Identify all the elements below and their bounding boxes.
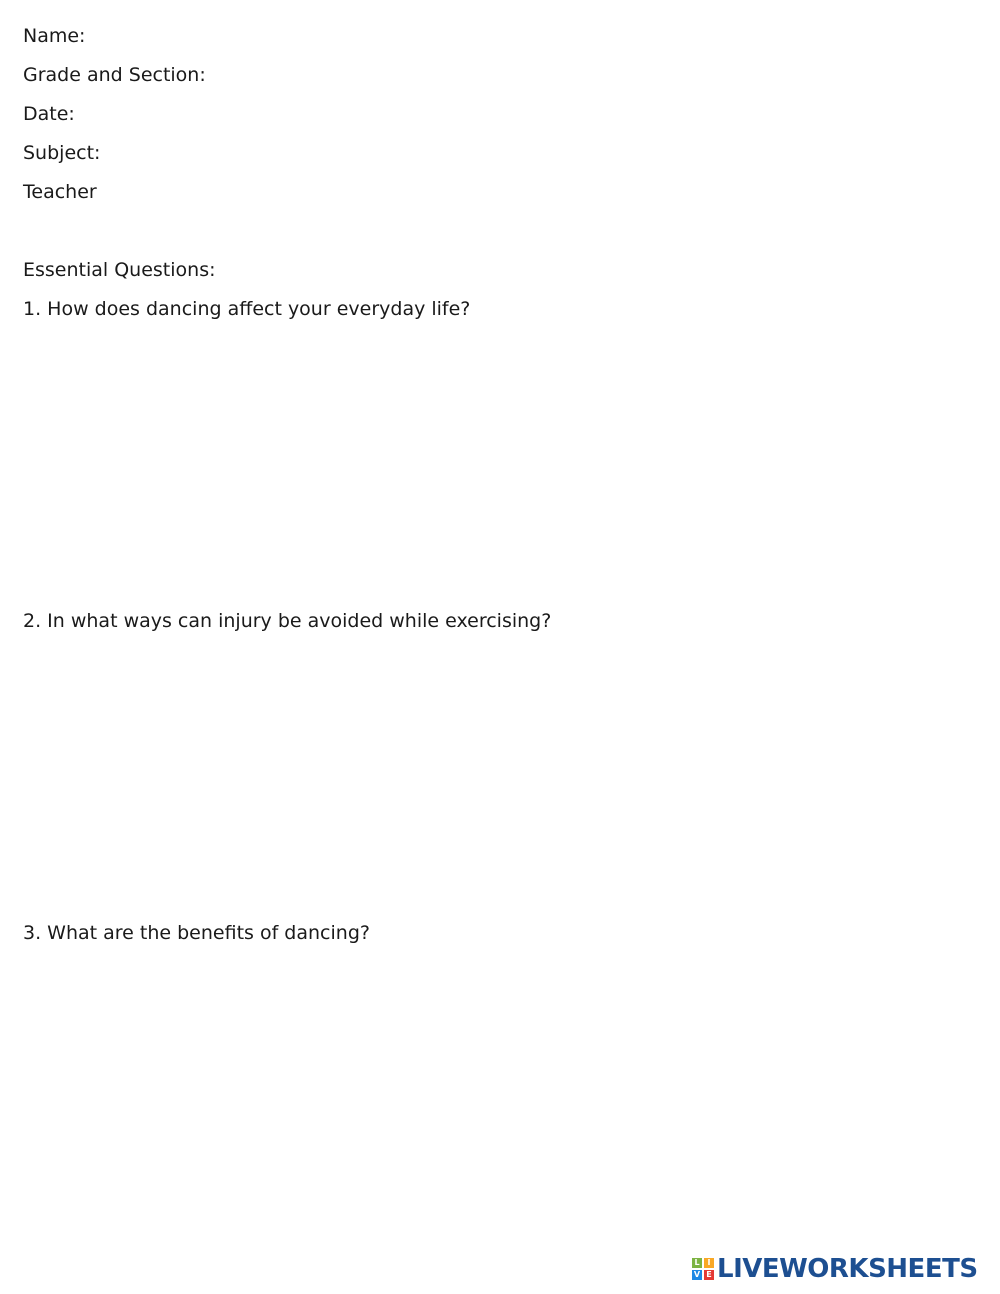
logo-mark-e: E (704, 1270, 714, 1280)
grade-section-field-label: Grade and Section: (23, 64, 206, 86)
liveworksheets-logo (692, 1254, 978, 1284)
liveworksheets-logo-text: LIVEWORKSHEETS (717, 1254, 978, 1284)
name-field-label: Name: (23, 25, 86, 47)
essential-questions-heading: Essential Questions: (23, 259, 216, 281)
logo-mark-v: V (693, 1270, 701, 1279)
logo-mark-i: I (704, 1258, 714, 1268)
date-field-label: Date: (23, 103, 75, 125)
teacher-field-label: Teacher (23, 181, 97, 203)
question-1: 1. How does dancing affect your everyday life? (23, 298, 471, 320)
question-2: 2. In what ways can injury be avoided while exercising? (23, 610, 552, 632)
logo-mark-l: L (692, 1258, 702, 1268)
liveworksheets-logo-icon (692, 1258, 714, 1280)
question-3: 3. What are the benefits of dancing? (23, 922, 370, 944)
subject-field-label: Subject: (23, 142, 101, 164)
